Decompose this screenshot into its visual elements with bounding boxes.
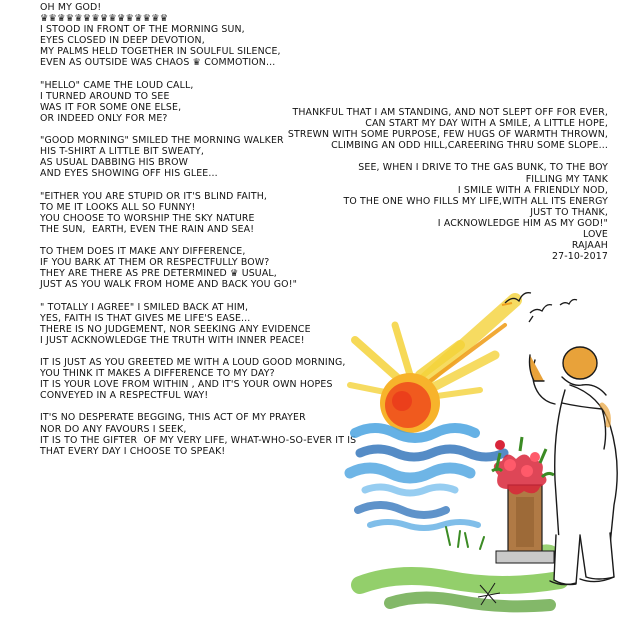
- sea-waves: [350, 428, 504, 528]
- poem-left-line: [40, 69, 330, 80]
- poem-left-line: IF YOU BARK AT THEM OR RESPECTFULLY BOW?: [40, 257, 270, 269]
- poem-left-line: I JUST ACKNOWLEDGE THE TRUTH WITH INNER PEACE!: [40, 334, 305, 346]
- poem-left-line: THERE IS NO JUDGEMENT, NOR SEEKING ANY EVIDENCE: [40, 323, 311, 335]
- poem-left-line: AS USUAL DABBING HIS BROW: [40, 157, 189, 169]
- prayer-illustration: [330, 285, 640, 630]
- poem-left-line: I STOOD IN FRONT OF THE MORNING SUN,: [40, 24, 245, 36]
- pedestal: [496, 485, 554, 563]
- poem-left-line: THE SUN, EARTH, EVEN THE RAIN AND SEA!: [40, 223, 255, 235]
- poem-left-line: " TOTALLY I AGREE" I SMILED BACK AT HIM,: [40, 301, 249, 313]
- poem-left-line: IT IS YOUR LOVE FROM WITHIN , AND IT'S YOUR OWN HOPES: [40, 379, 333, 391]
- sun-rays: [350, 300, 515, 397]
- poem-left-line: TO ME IT LOOKS ALL SO FUNNY!: [40, 201, 196, 213]
- poem-right-line: RAJAAH: [571, 240, 608, 252]
- poem-left-line: IT IS TO THE GIFTER OF MY VERY LIFE, WHAT-WHO-SO-EVER IT IS: [40, 434, 357, 446]
- poem-right-line: STREWN WITH SOME PURPOSE, FEW HUGS OF WARMTH THROWN,: [287, 129, 608, 141]
- poem-left-line: YOU CHOOSE TO WORSHIP THE SKY NATURE: [40, 212, 255, 224]
- poem-left-line: OH MY GOD!: [40, 2, 102, 13]
- poem-left-line: ♛♛♛♛♛♛♛♛♛♛♛♛♛♛♛: [40, 13, 169, 25]
- poem-left-line: HIS T-SHIRT A LITTLE BIT SWEATY,: [40, 146, 205, 158]
- poem-left-line: [40, 401, 330, 412]
- poem-right-line: JUST TO THANK,: [530, 206, 608, 218]
- poem-right-line: FILLING MY TANK: [525, 173, 608, 185]
- poem-left-line: IT'S NO DESPERATE BEGGING, THIS ACT OF MY PRAYER: [40, 412, 306, 424]
- poem-left-line: AND EYES SHOWING OFF HIS GLEE...: [40, 168, 218, 180]
- poem-left-line: [40, 290, 330, 301]
- poem-right-line: [238, 151, 608, 162]
- sun: [380, 373, 440, 433]
- poem-left-line: TO THEM DOES IT MAKE ANY DIFFERENCE,: [40, 246, 246, 258]
- flowers: [492, 437, 554, 495]
- poem-right-line: LOVE: [582, 229, 608, 241]
- poem-right-line: CLIMBING AN ODD HILL,CAREERING THRU SOME SLOPE...: [331, 140, 608, 152]
- poem-right-line: THANKFUL THAT I AM STANDING, AND NOT SLEPT OFF FOR EVER,: [292, 107, 608, 118]
- poem-right-line: I SMILE WITH A FRIENDLY NOD,: [457, 184, 608, 196]
- poem-left-line: JUST AS YOU WALK FROM HOME AND BACK YOU GO!": [40, 279, 298, 291]
- poem-left-line: I TURNED AROUND TO SEE: [40, 90, 170, 102]
- poem-right-column: [238, 107, 608, 262]
- poem-left-line: YOU THINK IT MAKES A DIFFERENCE TO MY DAY?: [40, 368, 275, 380]
- poem-left-line: YES, FAITH IS THAT GIVES ME LIFE'S EASE...: [40, 312, 251, 324]
- poem-right-line: TO THE ONE WHO FILLS MY LIFE,WITH ALL ITS ENERGY: [343, 195, 608, 207]
- poem-left-line: MY PALMS HELD TOGETHER IN SOULFUL SILENCE,: [40, 46, 281, 58]
- poem-left-line: OR INDEED ONLY FOR ME?: [40, 112, 168, 124]
- poem-left-line: THAT EVERY DAY I CHOOSE TO SPEAK!: [40, 445, 226, 457]
- poem-left-line: NOR DO ANY FAVOURS I SEEK,: [40, 423, 187, 435]
- poem-left-line: [40, 346, 330, 357]
- poem-left-line: CONVEYED IN A RESPECTFUL WAY!: [40, 390, 209, 402]
- poem-right-line: I ACKNOWLEDGE HIM AS MY GOD!": [437, 217, 608, 229]
- poem-right-line: 27-10-2017: [552, 251, 608, 263]
- poem-left-line: IT IS JUST AS YOU GREETED ME WITH A LOUD GOOD MORNING,: [40, 357, 346, 368]
- poem-right-line: CAN START MY DAY WITH A SMILE, A LITTLE HOPE,: [365, 118, 608, 130]
- poem-left-line: THEY ARE THERE AS PRE DETERMINED ♛ USUAL,: [40, 268, 277, 280]
- poem-left-line: WAS IT FOR SOME ONE ELSE,: [40, 101, 182, 113]
- poem-left-line: "EITHER YOU ARE STUPID OR IT'S BLIND FAITH,: [40, 190, 268, 202]
- poem-left-line: EYES CLOSED IN DEEP DEVOTION,: [40, 35, 205, 47]
- poem-left-line: "HELLO" CAME THE LOUD CALL,: [40, 79, 194, 91]
- poem-left-line: "GOOD MORNING" SMILED THE MORNING WALKER: [40, 135, 284, 147]
- poem-left-line: EVEN AS OUTSIDE WAS CHAOS ♛ COMMOTION...: [40, 57, 276, 69]
- poem-right-line: SEE, WHEN I DRIVE TO THE GAS BUNK, TO THE BOY: [358, 162, 608, 174]
